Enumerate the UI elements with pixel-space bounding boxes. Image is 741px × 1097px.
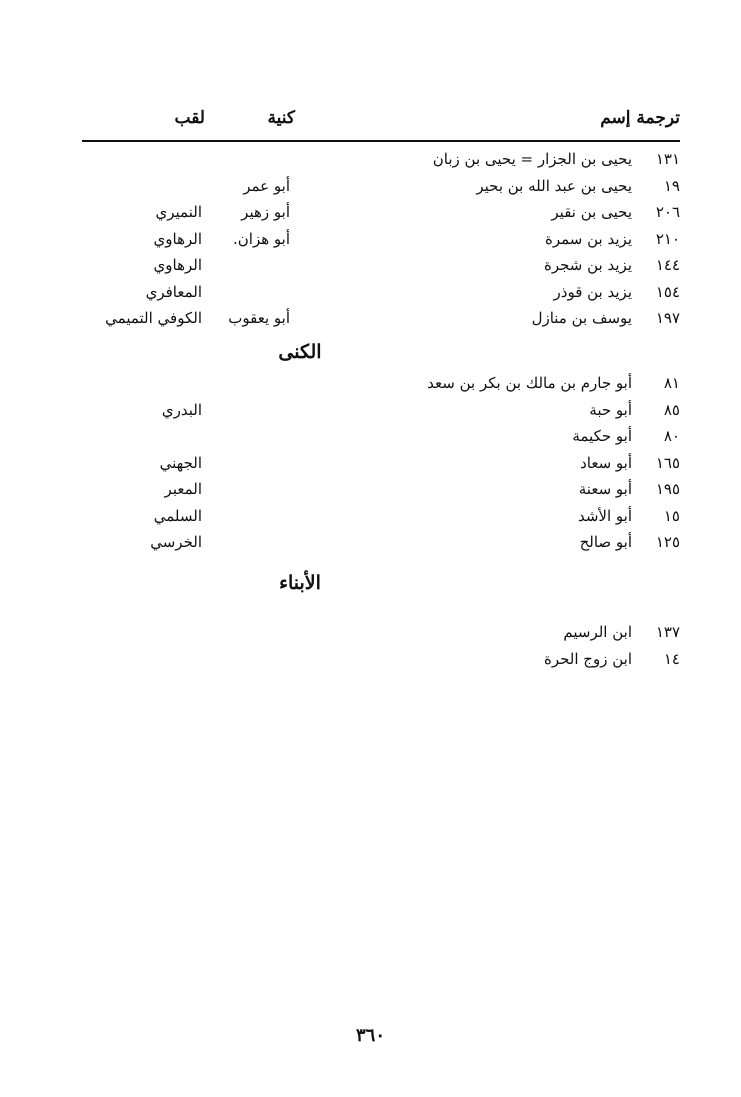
entry-name: ابن الرسيم <box>563 623 632 641</box>
list-item <box>80 150 680 177</box>
header-laqab: لقب <box>174 108 205 128</box>
entry-number: ١٣٧ <box>655 623 680 641</box>
list-item <box>80 309 680 336</box>
kuna-list <box>80 374 680 560</box>
list-item <box>80 230 680 257</box>
header-name: ترجمة إسم <box>600 108 680 128</box>
header-kunya: كنية <box>267 108 295 128</box>
section-title-kuna <box>80 341 680 363</box>
entry-name: أبو حكيمة <box>572 427 632 445</box>
list-item <box>80 256 680 283</box>
entry-number: ٢١٠ <box>655 229 680 248</box>
column-header <box>80 108 680 138</box>
names-list <box>80 150 680 336</box>
entry-name: أبو صالح <box>579 533 632 551</box>
entry-laqab: الرهاوي <box>153 229 202 248</box>
entry-name: أبو حبة <box>589 400 632 419</box>
entry-name: يوسف بن منازل <box>531 309 632 327</box>
list-item <box>80 203 680 230</box>
entry-laqab: المعبر <box>164 480 202 498</box>
entry-number: ٨٥ <box>663 400 680 419</box>
entry-name: أبو الأشد <box>577 506 632 525</box>
entry-laqab: الخرسي <box>150 533 202 551</box>
entry-name: أبو سعنة <box>578 480 632 498</box>
entry-name: ابن زوج الحرة <box>543 649 632 668</box>
list-item <box>80 480 680 507</box>
entry-number: ١٩ <box>663 176 680 195</box>
entry-number: ١٢٥ <box>655 533 680 551</box>
entry-kunya: أبو هزان. <box>233 229 290 248</box>
entry-number: ٢٠٦ <box>655 203 680 221</box>
entry-number: ١٣١ <box>655 150 680 168</box>
list-item <box>80 177 680 204</box>
list-item <box>80 374 680 401</box>
entry-number: ٨٠ <box>663 427 680 445</box>
entry-name: يزيد بن شجرة <box>543 256 632 274</box>
abna-list <box>80 623 680 676</box>
entry-laqab: الرهاوي <box>153 256 202 274</box>
entry-laqab: السلمي <box>153 506 202 525</box>
entry-kunya: أبو يعقوب <box>228 309 290 327</box>
list-item <box>80 401 680 428</box>
section-title-kuna-text: الكنى <box>278 341 322 363</box>
entry-name: أبو جارم بن مالك بن بكر بن سعد <box>427 374 632 392</box>
list-item <box>80 427 680 454</box>
entry-number: ١٩٥ <box>655 480 680 498</box>
page-number: ٣٦٠ <box>355 1025 385 1046</box>
header-rule <box>82 140 680 142</box>
entry-name: يزيد بن قوذر <box>553 282 632 301</box>
section-title-abna <box>80 572 680 594</box>
entry-name: يزيد بن سمرة <box>544 229 632 248</box>
list-item <box>80 507 680 534</box>
entry-laqab: المعافري <box>145 282 202 301</box>
list-item <box>80 623 680 650</box>
entry-number: ١٤٤ <box>655 256 680 274</box>
list-item <box>80 283 680 310</box>
list-item <box>80 533 680 560</box>
entry-laqab: الجهني <box>159 453 202 472</box>
entry-number: ١٩٧ <box>655 309 680 327</box>
entry-name: يحيى بن عبد الله بن بحير <box>476 176 632 195</box>
list-item <box>80 650 680 677</box>
entry-name: يحيى بن الجزار = يحيى بن زبان <box>432 150 632 168</box>
entry-name: أبو سعاد <box>580 453 632 472</box>
entry-laqab: النميري <box>155 203 202 221</box>
entry-number: ١٤ <box>663 649 680 668</box>
entry-number: ١٥٤ <box>655 282 680 301</box>
list-item <box>80 454 680 481</box>
entry-name: يحيى بن نقير <box>551 203 632 221</box>
entry-number: ١٥ <box>663 506 680 525</box>
entry-laqab: البدري <box>161 400 202 419</box>
entry-kunya: أبو زهير <box>241 203 290 221</box>
entry-number: ٨١ <box>663 374 680 392</box>
entry-laqab: الكوفي التميمي <box>105 309 202 327</box>
section-title-abna-text: الأبناء <box>279 572 321 594</box>
entry-number: ١٦٥ <box>655 453 680 472</box>
entry-kunya: أبو عمر <box>243 176 290 195</box>
